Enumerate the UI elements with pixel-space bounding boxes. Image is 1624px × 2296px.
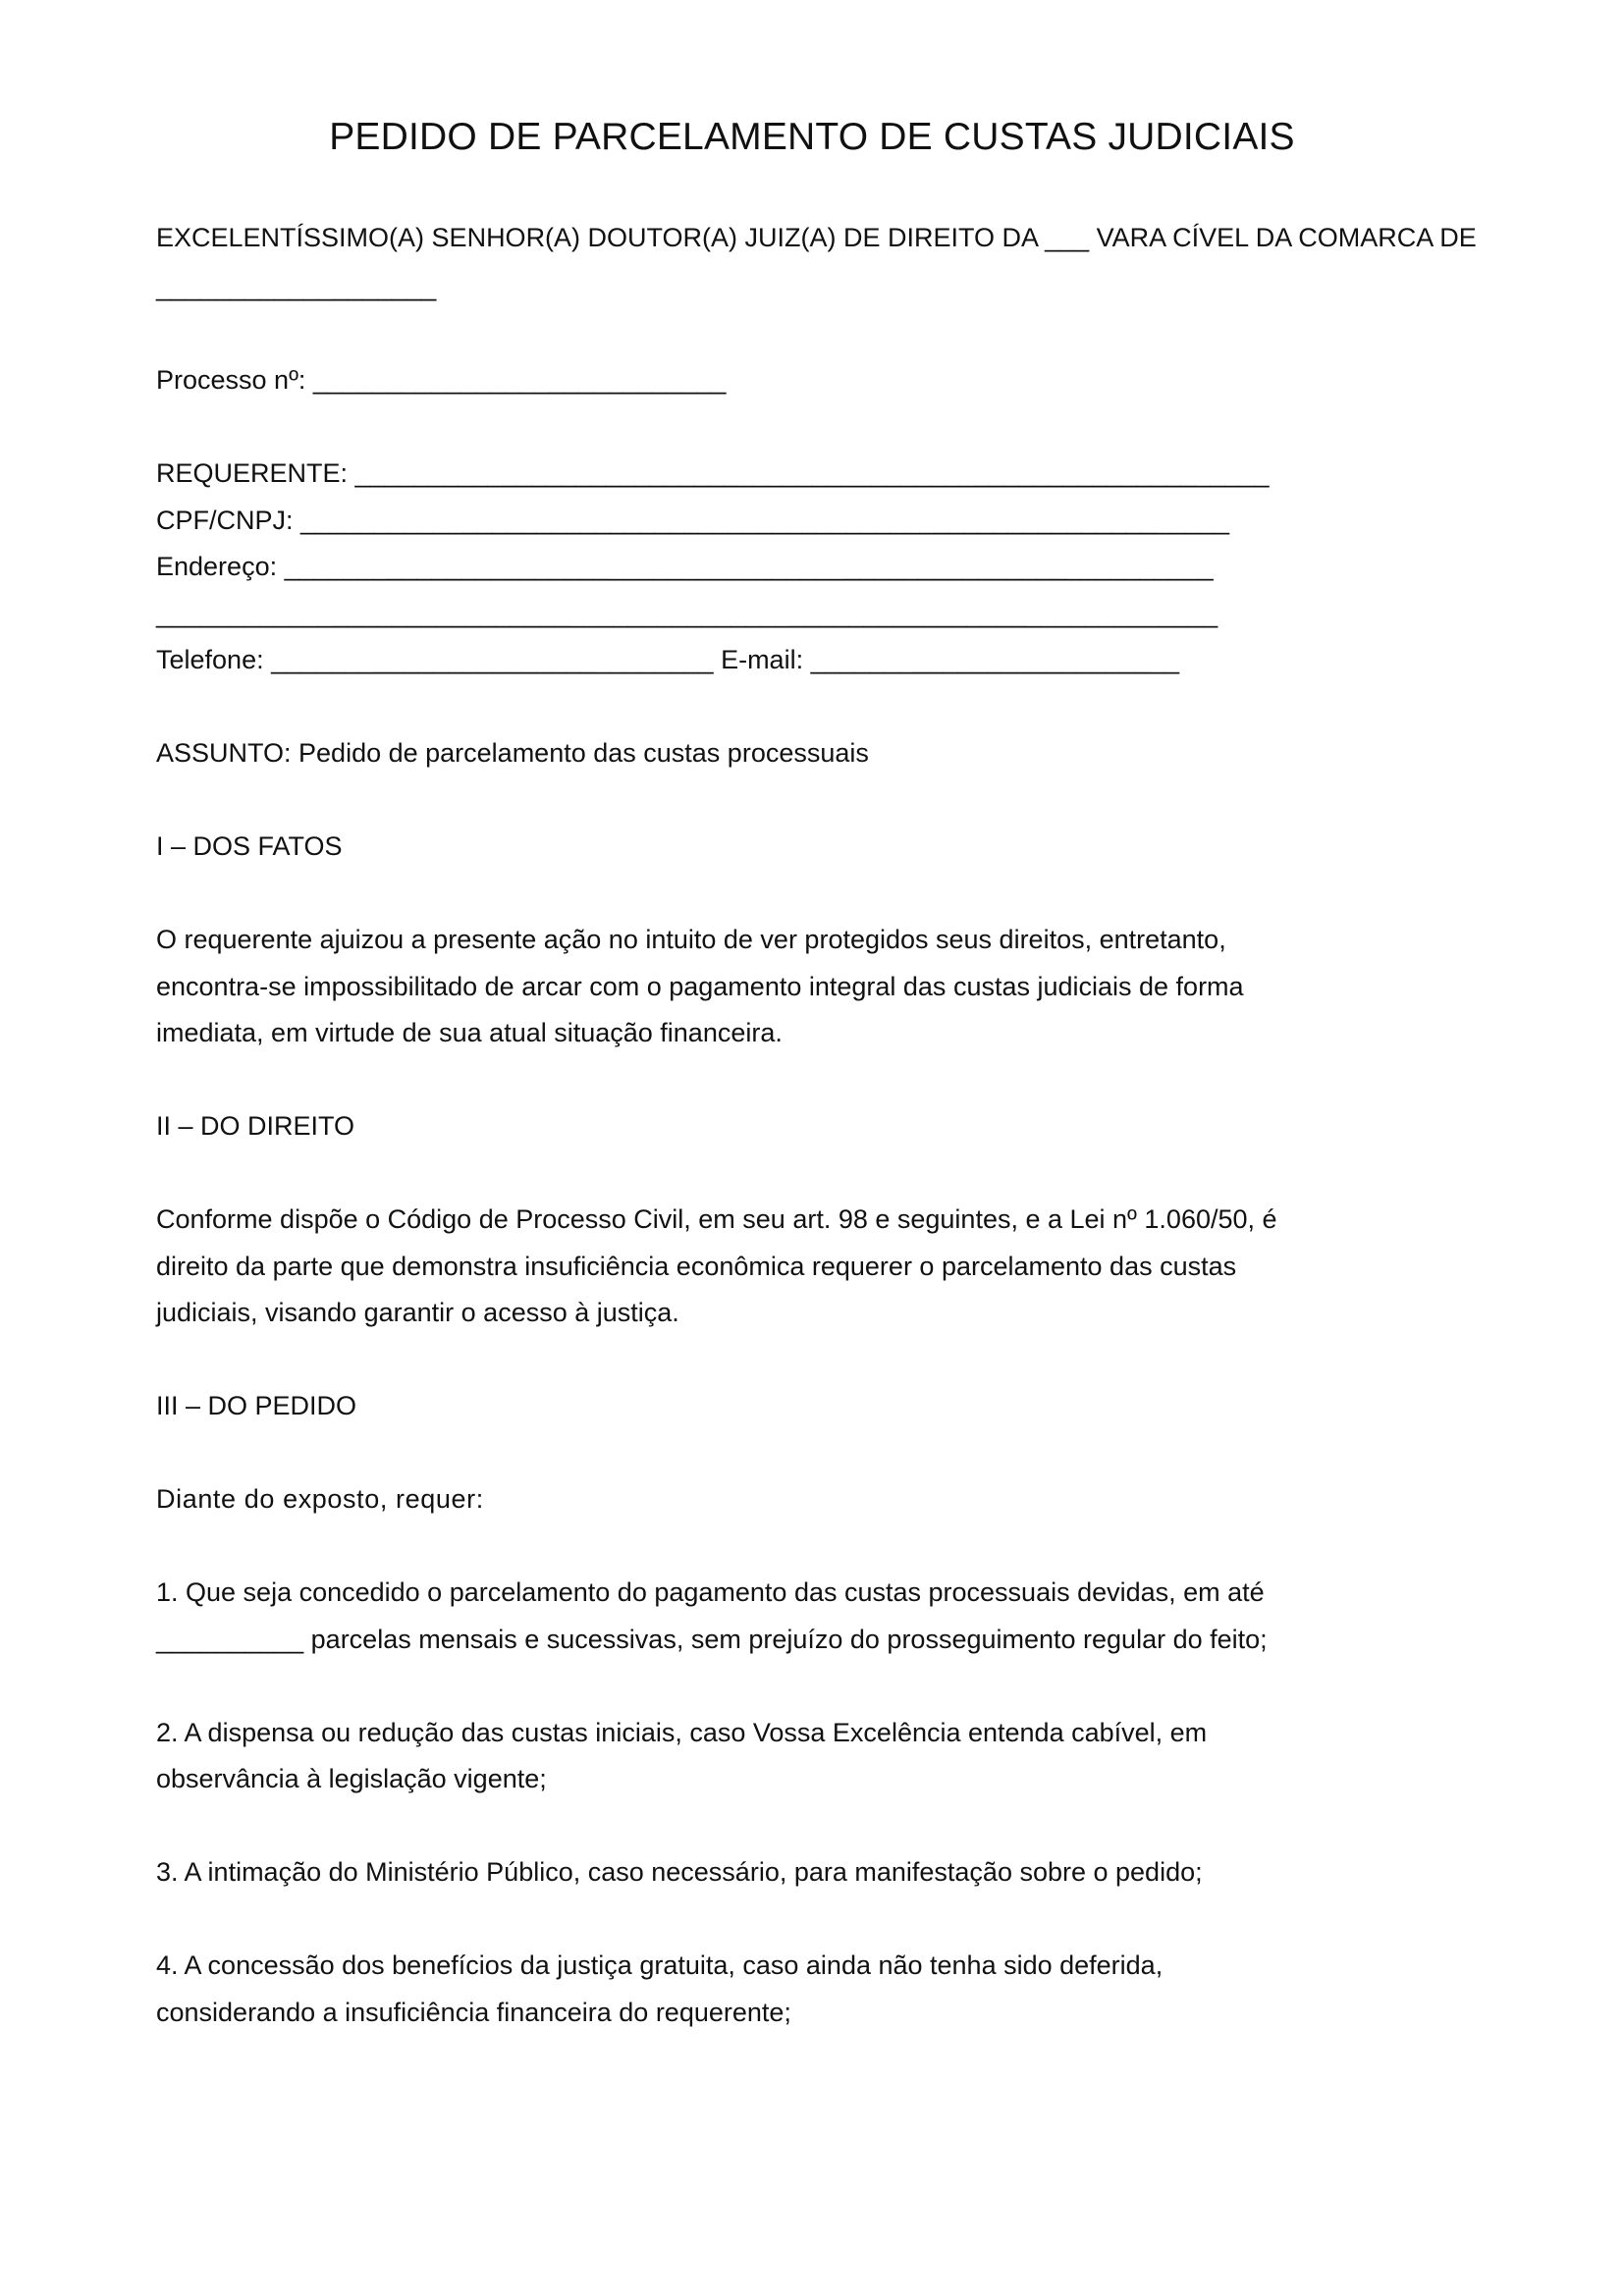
section-pedido-heading: III – DO PEDIDO bbox=[156, 1391, 357, 1420]
section-fatos-heading: I – DOS FATOS bbox=[156, 831, 343, 861]
pedido-item-4-line: considerando a insuficiência financeira do requerente; bbox=[156, 1998, 791, 2027]
pedido-item-2-line: observância à legislação vigente; bbox=[156, 1764, 547, 1793]
direito-paragraph-line: Conforme dispõe o Código de Processo Civil, em seu art. 98 e seguintes, e a Lei nº 1.060/50, é bbox=[156, 1204, 1277, 1234]
pedido-item-2-line: 2. A dispensa ou redução das custas iniciais, caso Vossa Excelência entenda cabível, em bbox=[156, 1718, 1208, 1747]
processo-field: Processo nº: ____________________________ bbox=[156, 365, 727, 395]
endereco-continuation-line: ________________________________________________________________________ bbox=[156, 599, 1218, 628]
telefone-email-field: Telefone: ______________________________ E-mail: _________________________ bbox=[156, 645, 1179, 674]
endereco-field: Endereço: _______________________________________________________________ bbox=[156, 552, 1214, 581]
requerente-field: REQUERENTE: ______________________________________________________________ bbox=[156, 458, 1270, 488]
addressee-blank-line: ___________________ bbox=[156, 272, 437, 301]
section-direito-heading: II – DO DIREITO bbox=[156, 1111, 355, 1141]
cpf-cnpj-field: CPF/CNPJ: _______________________________________________________________ bbox=[156, 506, 1230, 535]
direito-paragraph-line: judiciais, visando garantir o acesso à justiça. bbox=[156, 1298, 679, 1327]
document-title: PEDIDO DE PARCELAMENTO DE CUSTAS JUDICIAIS bbox=[329, 116, 1295, 158]
fatos-paragraph-line: encontra-se impossibilitado de arcar com o pagamento integral das custas judiciais de forma bbox=[156, 972, 1244, 1001]
addressee-line: EXCELENTÍSSIMO(A) SENHOR(A) DOUTOR(A) JUIZ(A) DE DIREITO DA ___ VARA CÍVEL DA COMARCA DE bbox=[156, 223, 1477, 252]
pedido-item-4-line: 4. A concessão dos benefícios da justiça gratuita, caso ainda não tenha sido deferida, bbox=[156, 1950, 1164, 1980]
pedido-intro: Diante do exposto, requer: bbox=[156, 1484, 484, 1514]
fatos-paragraph-line: O requerente ajuizou a presente ação no intuito de ver protegidos seus direitos, entretanto, bbox=[156, 925, 1226, 954]
pedido-item-3-line: 3. A intimação do Ministério Público, caso necessário, para manifestação sobre o pedido; bbox=[156, 1857, 1203, 1887]
fatos-paragraph-line: imediata, em virtude de sua atual situação financeira. bbox=[156, 1018, 783, 1047]
assunto-line: ASSUNTO: Pedido de parcelamento das custas processuais bbox=[156, 738, 869, 768]
pedido-item-1-line: __________ parcelas mensais e sucessivas, sem prejuízo do prosseguimento regular do feito; bbox=[156, 1625, 1268, 1654]
direito-paragraph-line: direito da parte que demonstra insuficiência econômica requerer o parcelamento das custas bbox=[156, 1252, 1237, 1281]
pedido-item-1-line: 1. Que seja concedido o parcelamento do pagamento das custas processuais devidas, em até bbox=[156, 1577, 1265, 1607]
